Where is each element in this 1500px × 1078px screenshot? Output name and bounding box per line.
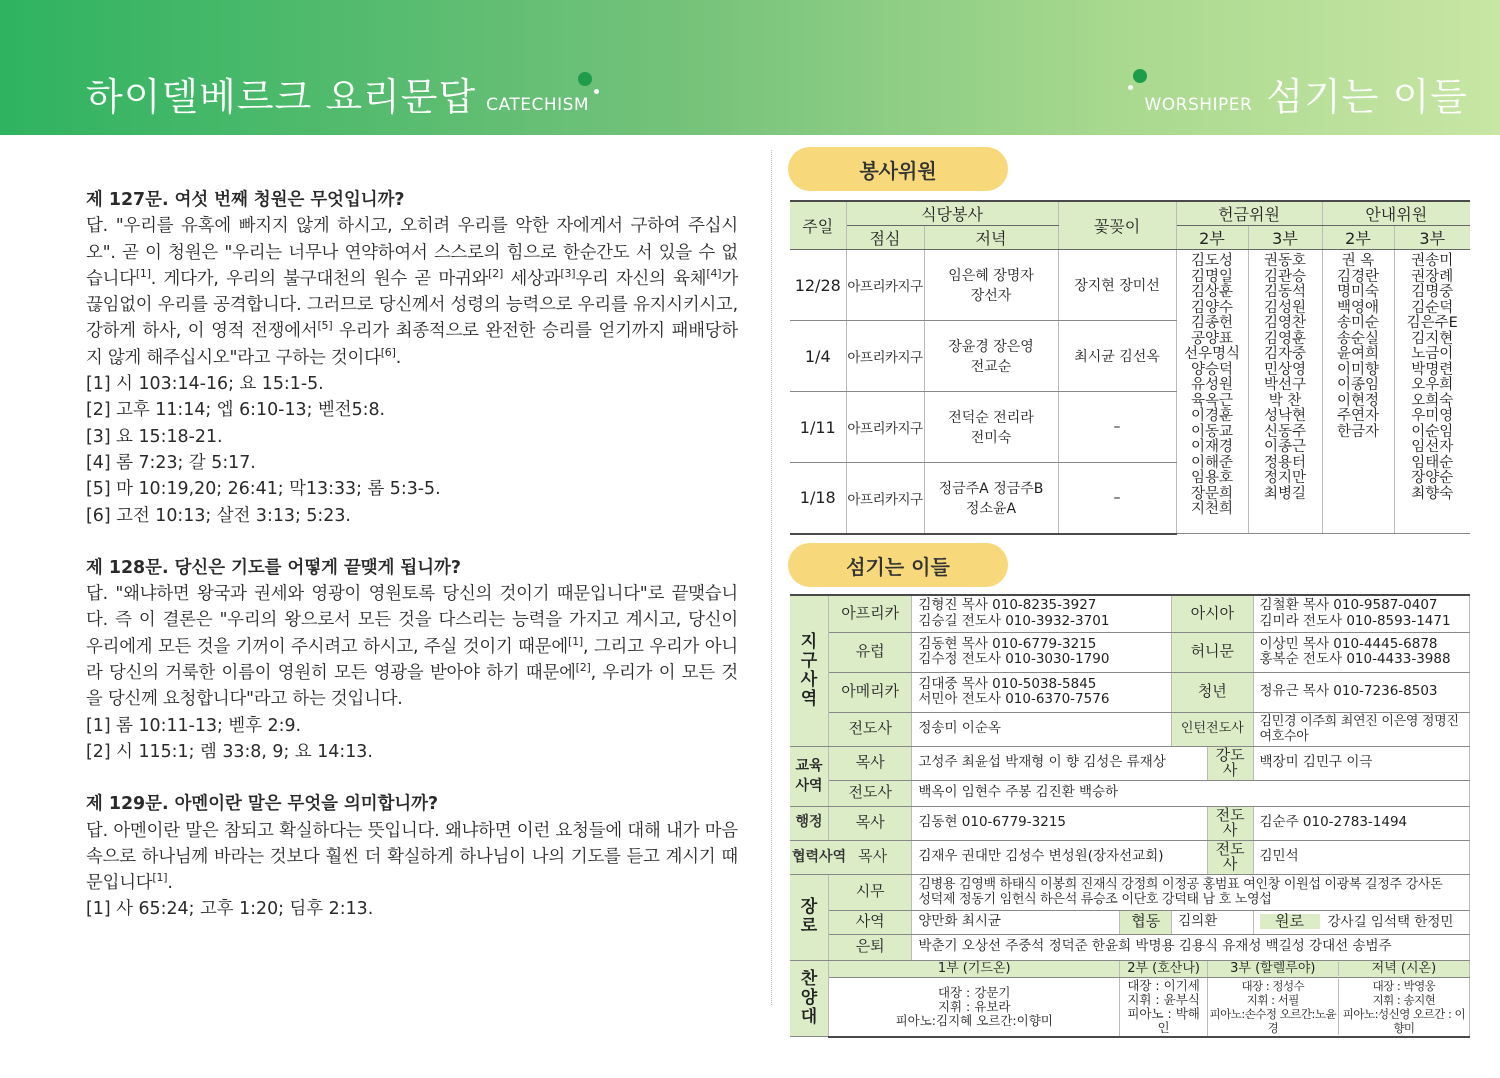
district-name: 유럽 [829, 632, 912, 672]
list-item: 장양순 [1411, 470, 1454, 486]
row-flowers: – [1058, 463, 1176, 534]
list-item: 김도성 [1190, 253, 1234, 269]
reference-list [86, 896, 738, 922]
list-item: 김경란 [1336, 268, 1380, 285]
role-value [912, 910, 1120, 934]
list-item: 임태순 [1411, 454, 1454, 471]
answer-fragment: , 우리가 이 모든 것을 당신께 요청합니다"라고 하는 것입니다. [86, 663, 738, 710]
footnote-marker: [4] [706, 267, 722, 281]
contact-line: 이상민 목사 010-4445-6878 [1259, 635, 1438, 652]
district-contacts [1253, 595, 1470, 632]
list-item: 최병길 [1263, 485, 1307, 502]
row-dinner [924, 321, 1058, 392]
catechism-title: 하이델베르크 요리문답 [86, 75, 477, 119]
row-flowers: 장지현 장미선 [1058, 250, 1176, 321]
list-item: 이재경 [1190, 439, 1234, 455]
contact-line: 서민아 전도사 010-6370-7576 [918, 691, 1110, 707]
choir-group-pair [1207, 960, 1469, 977]
dinner-line: 전덕순 전리라 [948, 410, 1034, 426]
servants-pill: 섬기는 이들 [788, 543, 1008, 587]
choir-line: 피아노:손수정 오르간:노윤경 [1209, 1006, 1337, 1035]
row-date: 1/18 [790, 463, 846, 534]
role-value: 백장미 김민구 이극 [1253, 746, 1470, 780]
role-name: 시무 [829, 874, 912, 910]
role-name: 전도사 [1207, 806, 1253, 840]
district-contacts [1253, 632, 1470, 672]
contact-line: 김형진 목사 010-8235-3927 [918, 597, 1097, 614]
contact-line: 김철환 목사 010-9587-0407 [1259, 597, 1438, 614]
row-date: 1/4 [790, 321, 846, 392]
choir-group-pair [1207, 977, 1469, 1037]
table-row [790, 746, 1470, 780]
answer-fragment: 우리가 최종적으로 완전한 승리를 얻기까지 패배당하지 않게 해주십시오"라고 구하는 것이다 [86, 321, 739, 368]
district-name: 허니문 [1172, 632, 1253, 672]
coop-label-text: 협력사역 [792, 848, 847, 865]
footnote-marker: [2] [575, 661, 591, 675]
list-item: 권송미 [1411, 253, 1454, 269]
role-value [1172, 910, 1253, 934]
list-item: 정지만 [1263, 470, 1307, 486]
choir-group-name: 3부 (할렐루야) [1208, 962, 1339, 976]
dinner-line: 정금주A 정금주B [938, 480, 1044, 497]
list-item: 박선구 [1263, 377, 1307, 393]
answer-fragment: 답. 아멘이란 말은 참되고 확실하다는 뜻입니다. 왜냐하면 이런 요청들에 대해 내가 마음속으로 하나님께 바라는 것보다 훨씬 더 확실하게 하나님이 나의 기도를 듣고 계시기 때문입니다 [86, 820, 738, 894]
list-item: 김성원 [1263, 299, 1307, 316]
dinner-line: 임은혜 장명자 [948, 268, 1034, 284]
reference-item: [6] 고전 10:13; 살전 3:13; 5:23. [86, 505, 351, 526]
choir-group-name: 저녁 (시온) [1371, 960, 1437, 976]
list-item: 김영훈 [1263, 330, 1307, 347]
offering-2-list [1176, 250, 1248, 534]
footnote-marker: [2] [488, 267, 504, 281]
role-value [912, 874, 1470, 910]
choir-group-members [1339, 979, 1469, 1035]
choir-group-name: 2부 (호산나) [1120, 960, 1207, 977]
flowers-header: 꽃꽂이 [1058, 201, 1176, 250]
usher-2-header: 2부 [1322, 226, 1394, 250]
choir-line: 지휘 : 유보라 [937, 998, 1011, 1014]
row-lunch: 아프리카지구 [846, 321, 924, 392]
volunteers-pill: 봉사위원 [788, 147, 1008, 191]
list-item: 김순덕 [1411, 299, 1454, 316]
district-value: 김민경 이주희 최연진 이은영 정명진 여호수아 [1253, 712, 1470, 746]
dinner-line: 전미숙 [970, 430, 1012, 446]
list-item: 김명일 [1190, 268, 1234, 285]
choir-line: 대장 : 박영웅 [1372, 978, 1436, 993]
worshiper-heading [1144, 66, 1468, 121]
answer-fragment: 가 끊임없이 우리를 공격합니다. 그러므로 당신께서 성령의 능력으로 우리를 유지시키시고, 강하게 하사, 이 영적 전쟁에서 [86, 268, 738, 342]
role-value: 김동현 010-6779-3215 [912, 806, 1207, 840]
choir-line: 지휘 : 윤부식 [1127, 991, 1200, 1007]
role-name: 목사 [829, 806, 912, 840]
reference-list [86, 371, 738, 529]
dinner-line: 장윤경 장은영 [948, 339, 1034, 355]
elder-names: 강사길 임석택 한정민 [1327, 913, 1454, 930]
choir-line: 대장 : 정성수 [1241, 978, 1305, 993]
list-item: 이종근 [1263, 439, 1307, 455]
row-lunch: 아프리카지구 [846, 392, 924, 463]
usher-2-list [1322, 250, 1394, 534]
footnote-marker: [1] [152, 871, 168, 885]
choir-group-name: 1부 (기드온) [829, 960, 1120, 977]
row-date: 1/11 [790, 392, 846, 463]
lunch-header: 점심 [846, 226, 924, 250]
list-item: 박명련 [1411, 361, 1454, 378]
list-item: 우미영 [1411, 408, 1454, 424]
row-dinner [924, 463, 1058, 534]
row-flowers: – [1058, 392, 1176, 463]
footnote-marker: [1] [567, 634, 583, 648]
question-128 [86, 555, 738, 765]
dinner-line: 정소윤A [965, 500, 1017, 517]
reference-item: [2] 고후 11:14; 엡 6:10-13; 벧전5:8. [86, 400, 386, 421]
role-value: 김재우 권대만 김성수 변성원(장자선교회) [912, 840, 1207, 874]
answer-fragment: . 게다가, 우리의 불구대천의 원수 곧 마귀와 [150, 268, 489, 289]
choir-label: 찬양대 [790, 960, 829, 1037]
worshiper-title: 섬기는 이들 [1266, 75, 1468, 119]
list-item: 김지현 [1411, 330, 1454, 347]
district-name: 청년 [1172, 672, 1253, 712]
list-item: 양승덕 [1190, 361, 1234, 378]
answer-text [86, 213, 738, 371]
role-name: 목사 [858, 846, 888, 865]
reference-list [86, 713, 738, 766]
row-date: 12/28 [790, 250, 846, 321]
contact-line: 김동현 목사 010-6779-3215 [918, 635, 1097, 652]
contact-line: 김미라 전도사 010-8593-1471 [1259, 612, 1451, 629]
catechism-column [86, 187, 738, 949]
list-item: 송순실 [1336, 330, 1380, 347]
list-item: 송미순 [1336, 315, 1380, 331]
list-item: 김영찬 [1263, 315, 1307, 331]
row-dinner [924, 250, 1058, 321]
role-value: 김순주 010-2783-1494 [1253, 806, 1470, 840]
reference-item: [5] 마 10:19,20; 26:41; 막13:33; 롬 5:3-5. [86, 479, 441, 500]
role-value: 고성주 최윤섭 박재형 이 향 김성은 류재상 [912, 746, 1207, 780]
table-row [790, 874, 1470, 910]
row-dinner [924, 392, 1058, 463]
list-item: 이경훈 [1190, 408, 1234, 424]
list-item: 박 찬 [1268, 392, 1302, 409]
list-item: 최향숙 [1411, 485, 1454, 502]
answer-fragment: 답. "우리를 유혹에 빠지지 않게 하시고, 오히려 우리를 악한 자에게서 구하여 주십시오". 곧 이 청원은 "우리는 너무나 연약하여서 스스로의 힘으로 한순간도 서 있을 수 없습니다 [86, 216, 738, 289]
question-title: 제 128문. 당신은 기도를 어떻게 끝맺게 됩니까? [86, 557, 461, 578]
list-item: 정용터 [1263, 454, 1307, 471]
dinner-line: 장선자 [970, 288, 1012, 304]
table-row [790, 960, 1470, 977]
dinner-line: 전교순 [970, 359, 1012, 375]
decor-dot-icon [1128, 85, 1133, 90]
list-item: 이동교 [1190, 423, 1234, 440]
education-label: 교육사역 [790, 746, 829, 806]
list-item: 성낙현 [1263, 408, 1307, 424]
district-label: 지구사역 [790, 595, 829, 746]
district-name: 인턴전도사 [1172, 712, 1253, 746]
contact-line: 김승길 전도사 010-3932-3701 [918, 612, 1110, 629]
district-contacts [912, 672, 1172, 712]
answer-fragment: . [395, 347, 402, 368]
list-item: 민상영 [1263, 361, 1307, 378]
district-name: 아메리카 [829, 672, 912, 712]
question-129 [86, 791, 738, 922]
list-item: 김명중 [1411, 284, 1454, 300]
district-contacts [912, 595, 1172, 632]
contact-line: 김수정 전도사 010-3030-1790 [918, 651, 1110, 667]
list-item: 김양수 [1190, 299, 1234, 316]
footnote-marker: [1] [135, 267, 151, 281]
reference-item: [3] 요 15:18-21. [86, 426, 223, 447]
list-item: 공양표 [1190, 330, 1234, 347]
list-item: 오우희 [1411, 377, 1454, 393]
table-row [790, 934, 1470, 960]
row-lunch: 아프리카지구 [846, 463, 924, 534]
list-item: 지천희 [1190, 501, 1234, 517]
elders-label: 장로 [790, 874, 829, 960]
table-row [790, 672, 1470, 712]
answer-fragment: 우리 자신의 육체 [575, 268, 707, 289]
elder-names: 양만화 최시균 [918, 913, 1001, 930]
worshiper-subtitle: WORSHIPER [1144, 95, 1253, 115]
district-contacts [912, 632, 1172, 672]
list-item: 이미향 [1336, 361, 1380, 378]
role-name: 목사 [829, 746, 912, 780]
answer-fragment: , 그리고 우리가 아니라 당신의 거룩한 이름이 영원히 모든 영광을 받아야 하기 때문에 [86, 636, 738, 684]
elder-names: 김의환 [1178, 913, 1218, 930]
list-item: 한금자 [1336, 423, 1380, 440]
usher-3-header: 3부 [1394, 226, 1470, 250]
table-row [790, 806, 1470, 840]
choir-line: 피아노:김지혜 오르간:이향미 [895, 1012, 1053, 1028]
admin-label: 행정 [790, 806, 829, 840]
role-value: 박춘기 오상선 주중석 정덕준 한윤희 박명용 김용식 유재성 백길성 강대선 송범주 [912, 934, 1470, 960]
question-title: 제 129문. 아멘이란 말은 무엇을 의미합니까? [86, 794, 439, 815]
list-item: 명미숙 [1336, 284, 1380, 300]
list-item: 김상훈 [1190, 284, 1234, 300]
offering-3-header: 3부 [1248, 226, 1322, 250]
usher-header: 안내위원 [1322, 201, 1470, 226]
list-item: 육옥근 [1190, 392, 1234, 409]
offering-2-header: 2부 [1176, 226, 1248, 250]
usher-3-list [1394, 250, 1470, 534]
district-name: 아시아 [1172, 595, 1253, 632]
role-name: 전도사 [1207, 840, 1253, 874]
decor-dot-icon [594, 89, 599, 94]
list-item: 임용호 [1190, 470, 1234, 486]
answer-text [86, 818, 738, 897]
offering-header: 헌금위원 [1176, 201, 1322, 226]
choir-group-members [1208, 979, 1339, 1035]
table-row [790, 840, 1470, 874]
list-item: 유성원 [1190, 377, 1234, 393]
reference-item: [1] 롬 10:11-13; 벧후 2:9. [86, 715, 302, 736]
list-item: 선우명식 [1183, 346, 1241, 362]
district-value: 정송미 이순옥 [912, 712, 1172, 746]
role-name: 강도사 [1207, 746, 1253, 780]
answer-text [86, 581, 738, 712]
role-value [1253, 910, 1470, 934]
table-row [790, 910, 1470, 934]
row-lunch: 아프리카지구 [846, 250, 924, 321]
decor-dot-icon [578, 72, 592, 86]
reference-item: [1] 사 65:24; 고후 1:20; 딤후 2:13. [86, 899, 374, 920]
role-name: 원로 [1260, 914, 1320, 930]
district-contacts: 정유근 목사 010-7236-8503 [1253, 672, 1470, 712]
list-item: 이해준 [1190, 454, 1234, 471]
list-item: 백영애 [1336, 299, 1380, 316]
list-item: 장문희 [1190, 485, 1234, 502]
district-name: 전도사 [829, 712, 912, 746]
choir-line: 지휘 : 송지현 [1372, 992, 1436, 1007]
question-title: 제 127문. 여섯 번째 청원은 무엇입니까? [86, 190, 405, 210]
list-item: 이현정 [1336, 392, 1380, 409]
list-item: 권동호 [1263, 253, 1307, 269]
choir-line: 지휘 : 서필 [1246, 992, 1299, 1007]
volunteers-table [790, 200, 1470, 535]
choir-group-members [1120, 977, 1207, 1037]
list-item: 권 옥 [1341, 253, 1375, 269]
reference-item: [1] 시 103:14-16; 요 15:1-5. [86, 374, 324, 395]
footnote-marker: [6] [380, 345, 396, 359]
list-item: 김은주E [1406, 315, 1458, 331]
table-row [790, 632, 1470, 672]
choir-group-members [829, 977, 1120, 1037]
row-flowers: 최시균 김선옥 [1058, 321, 1176, 392]
role-value: 김민석 [1253, 840, 1470, 874]
list-item: 임선자 [1411, 439, 1454, 455]
reference-item: [2] 시 115:1; 렘 33:8, 9; 요 14:13. [86, 741, 373, 762]
table-row [790, 780, 1470, 806]
list-item: 주연자 [1336, 408, 1380, 424]
role-name: 은퇴 [829, 934, 912, 960]
catechism-subtitle: CATECHISM [486, 95, 590, 115]
answer-fragment: 세상과 [503, 268, 561, 289]
dinner-header: 저녁 [924, 226, 1058, 250]
choir-line: 피아노:성신영 오르간 : 이향미 [1342, 1006, 1466, 1035]
contact-line: 홍복순 전도사 010-4433-3988 [1259, 651, 1451, 667]
column-divider [771, 150, 772, 1005]
coop-label [790, 840, 912, 874]
table-row [790, 595, 1470, 632]
list-item: 윤여희 [1336, 346, 1380, 362]
header-band [0, 0, 1500, 135]
choir-line: 대장 : 강문기 [937, 984, 1011, 1000]
choir-line: 대장 : 이기세 [1127, 977, 1200, 993]
district-name: 아프리카 [829, 595, 912, 632]
role-name: 협동 [1120, 910, 1172, 934]
table-row [790, 712, 1470, 746]
list-item: 김종헌 [1190, 315, 1234, 331]
list-item: 권장례 [1411, 268, 1454, 285]
table-row [790, 977, 1470, 1037]
list-item: 노금이 [1411, 346, 1454, 362]
footnote-marker: [5] [317, 319, 333, 333]
footnote-marker: [3] [560, 267, 576, 281]
table-row [790, 250, 1470, 321]
list-item: 신동주 [1263, 423, 1307, 440]
answer-fragment: 답. "왜냐하면 왕국과 권세와 영광이 영원토록 당신의 것이기 때문입니다"로 끝맺습니다. 즉 이 결론은 "우리의 왕으로서 모든 것을 다스리는 능력을 가지고 계시고, 당신이 우리에게 모든 것을 기꺼이 주시려고 하시고, 주실 것이기 때문에 [86, 584, 738, 657]
answer-fragment: . [167, 873, 173, 894]
elder-line: 김병용 김영백 하태식 이봉희 진재식 강정희 이정공 홍범표 여인창 이원섭 이광복 길정주 강사돈 [918, 876, 1443, 892]
contact-line: 김대중 목사 010-5038-5845 [918, 675, 1097, 692]
list-item: 이종임 [1336, 377, 1380, 393]
list-item: 이순임 [1411, 423, 1454, 440]
servants-table [790, 594, 1470, 1038]
cafeteria-header: 식당봉사 [846, 201, 1058, 226]
question-127 [86, 187, 738, 529]
list-item: 김동석 [1263, 284, 1307, 300]
list-item: 김관승 [1263, 268, 1307, 285]
role-name: 사역 [829, 910, 912, 934]
list-item: 김자중 [1263, 346, 1307, 362]
list-item: 오희숙 [1411, 392, 1454, 409]
role-value: 백옥이 임현수 주봉 김진환 백승하 [912, 780, 1470, 806]
date-header: 주일 [790, 201, 846, 250]
elder-line: 성덕제 정동기 임헌식 하은석 류승조 이단호 강덕태 남 호 노영섭 [918, 892, 1272, 907]
choir-line: 피아노 : 박해인 [1127, 1005, 1200, 1035]
offering-3-list [1248, 250, 1322, 534]
role-name: 전도사 [829, 780, 912, 806]
catechism-heading [86, 66, 589, 121]
reference-item: [4] 롬 7:23; 갈 5:17. [86, 452, 256, 473]
